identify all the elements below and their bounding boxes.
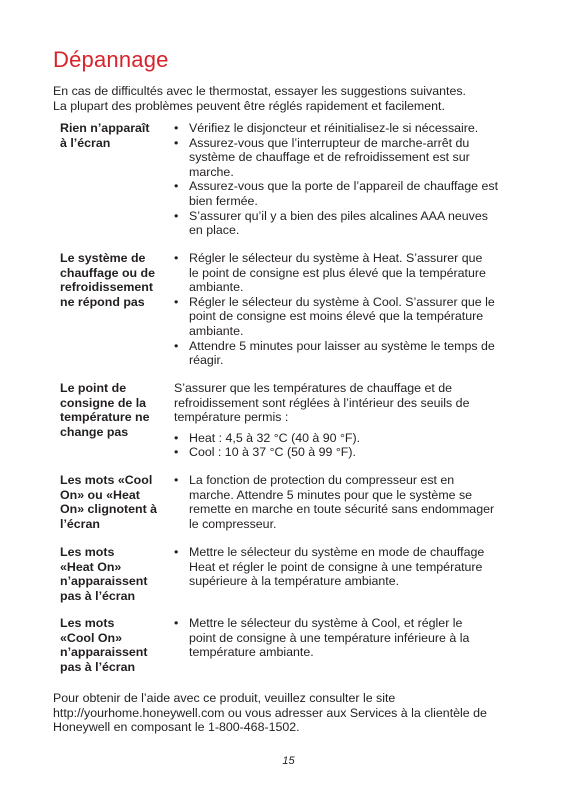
page-title: Dépannage: [53, 47, 169, 72]
problem-label: Les mots «Cool On» ou «Heat On» clignotent à l’écran: [60, 473, 158, 531]
list-item: • Régler le sélecteur du système à Heat. S’assurer que le point de consigne est plus élevé que la température ambiante.: [174, 251, 486, 295]
intro-line: En cas de difficultés avec le thermostat, essayer les suggestions suivantes.: [53, 84, 467, 98]
problem-label: Les mots «Cool On» n’apparaissent pas à l’écran: [60, 616, 148, 674]
list-item: • Mettre le sélecteur du système en mode de chauffage Heat et régler le point de consigne à une température supérieure à la température ambiante.: [174, 545, 485, 589]
list-item: • S’assurer qu’il y a bien des piles alcalines AAA neuves en place.: [174, 208, 488, 238]
solution-list: [174, 251, 534, 368]
problem-label: Les mots «Heat On» n’apparaissent pas à l’écran: [60, 545, 148, 603]
help-contact-text: Pour obtenir de l’aide avec ce produit, veuillez consulter le site http://yourhome.honeywell.com ou vous adresser aux Services à la clientèle de Honeywell en composant le 1-800-468-1502.: [53, 691, 487, 735]
intro-text: [53, 84, 533, 113]
solution-text: [174, 381, 534, 460]
solution-list: [174, 616, 534, 660]
list-item: • Régler le sélecteur du système à Cool. S’assurer que le point de consigne est moins élevé que la température ambiante.: [174, 294, 495, 338]
list-item: • La fonction de protection du compresseur est en marche. Attendre 5 minutes pour que le système se remette en marche en toute sécurité sans endommager le compresseur.: [174, 473, 495, 531]
solution-list: [174, 121, 534, 238]
problem-label: Le système de chauffage ou de refroidissement ne répond pas: [60, 251, 156, 309]
problem-label: Rien n’apparaît à l’écran: [60, 121, 150, 150]
solution-list: [174, 545, 534, 589]
problem-label: Le point de consigne de la température ne change pas: [60, 381, 150, 439]
solution-list: [174, 473, 534, 531]
page-number: 15: [282, 755, 295, 767]
list-item: • Assurez-vous que la porte de l’appareil de chauffage est bien fermée.: [174, 179, 499, 208]
intro-line: La plupart des problèmes peuvent être réglés rapidement et facilement.: [53, 98, 445, 113]
list-item: • Assurez-vous que l’interrupteur de marche-arrêt du système de chauffage et de refroidissement est sur marche.: [174, 135, 470, 179]
list-item: • Attendre 5 minutes pour laisser au système le temps de réagir.: [174, 338, 495, 368]
list-item: • Mettre le sélecteur du système à Cool, et régler le point de consigne à une température inférieure à la température ambiante.: [174, 616, 470, 660]
list-item: • Cool : 10 à 37 °C (50 à 99 °F).: [174, 445, 356, 460]
list-item: • Heat : 4,5 à 32 °C (40 à 90 °F).: [174, 430, 361, 445]
solution-paragraph: S’assurer que les températures de chauffage et de refroidissement sont réglées à l’intérieur des seuils de température permis :: [174, 381, 470, 425]
list-item: • Vérifiez le disjoncteur et réinitialisez-le si nécessaire.: [174, 121, 479, 135]
